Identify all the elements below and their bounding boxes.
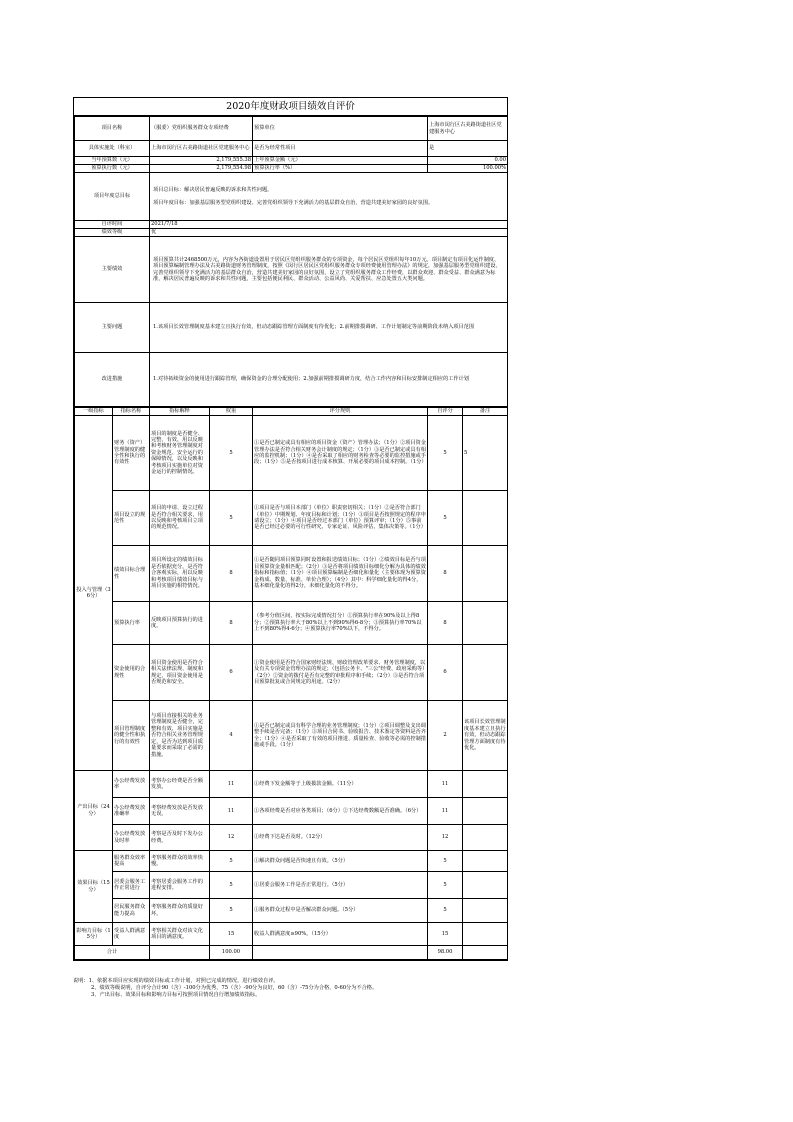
perf-text: 项目预算共计2468500万元，内容为各街道设置用于居民区党组织服务群众的专项资金，每个居民区党组织每年10万元。项目制定有项目化运作制度、项目预算编制管理办法及古美路街道财务管理制度，按照《闵行区居民区党组织服务群众专项经费使用管理办法》的规定，加强基层服务型党组织建设、完善党组织领导下充满活力的基层群众自治，营造共建美好家园的良好氛围，设立了党组织服务群众工作经费，以群众欢迎、群众受益、群众满意为标准，解决居民普遍反映的诉求和共性问题，主要包括便民利民、群众活动、公益风尚、关爱帮扶、应急处置五大类问题。 (150, 237, 508, 303)
header-remark: 备注 (463, 408, 508, 416)
perf-label: 主要绩效 (75, 237, 150, 303)
indicator-remark (463, 825, 508, 851)
indicator-explain: 考察服务群众的效率快慢。 (150, 851, 210, 872)
indicator-name: 绩效目标合理性 (113, 546, 150, 602)
indicator-name: 预算执行率 (113, 602, 150, 645)
recurring-value: 是 (428, 141, 508, 157)
indicator-remark (463, 798, 508, 825)
indicator-table (74, 407, 508, 960)
indicator-explain: 考察服务群众的质量好坏。 (150, 899, 210, 923)
indicator-rule: ①经费下发金额等于上级拨款金额。（11分） (253, 771, 428, 798)
indicator-score: 11 (428, 798, 463, 825)
page-title: 2020年度财政项目绩效自评价 (74, 98, 507, 116)
indicator-weight: 15 (210, 923, 253, 946)
note-3: 3、产出目标、效果目标和影响力目标可按照项目情况自行增加绩效指标。 (91, 992, 261, 999)
project-name-label: 项目名称 (75, 117, 150, 141)
indicator-name: 办公经费发放及时率 (113, 825, 150, 851)
indicator-rule: ①是否已制定或具有相应的项目资金（资产）管理办法；（1分）②项目资金管理办法是否符合相关财务会计制度的规定；（1分）③是否已制定或具有相应的监控机制；（1分）④是否采取了相应的财务检查等必要的监控措施或手段；（1分）⑤是否按项目进行成本核算、开展必要的项目成本控制。（1分） (253, 416, 428, 491)
indicator-name: 项目设立的规范性 (113, 491, 150, 546)
indicator-weight: 8 (210, 602, 253, 645)
indicator-name: 项目管理制度的健全性和执行的有效性 (113, 701, 150, 771)
indicator-weight: 11 (210, 798, 253, 825)
indicator-score: 5 (428, 416, 463, 491)
info-table (74, 116, 508, 407)
indicator-header-row (75, 408, 508, 416)
indicator-name: 办公经费发放率 (113, 771, 150, 798)
indicator-rule: ①各项经费是否对应各类项目；（6分）②下达经费数额是否准确。（6分） (253, 798, 428, 825)
indicator-rule: ①资金使用是否符合国家财经法规、财政管理改革要求、财务管理制度，以及有关专项资金管理办法的规定；（包括公务卡、"三公"经费、政府采购等）（2分）②资金的拨付是否有完整的审批程序和手续；（2分）③是否符合项目预算批复或合同规定的用途。（2分） (253, 645, 428, 701)
indicator-score: 2 (428, 701, 463, 771)
budget-amount: 2,179,555.38 (150, 157, 253, 165)
indicator-rule: ①经费下达是否及时。（12分） (253, 825, 428, 851)
indicator-name: 居民服务群众能力提高 (113, 899, 150, 923)
indicator-score: 6 (428, 645, 463, 701)
indicator-name: 居委会服务工作正常进行 (113, 872, 150, 899)
goal-overall: 项目总目标：解决居民普遍反映的诉求和共性问题。 (153, 187, 273, 194)
header-explain: 指标解释 (150, 408, 210, 416)
indicator-weight: 4 (210, 701, 253, 771)
indicator-weight: 5 (210, 899, 253, 923)
indicator-rule: ①解决群众问题是否快速且有效。（5分） (253, 851, 428, 872)
indicator-remark (463, 602, 508, 645)
budget-unit: 上海市闵行区古美路街道社区党建服务中心 (428, 117, 508, 141)
indicator-name: 财务（资产）管理制度的健全性和执行的有效性 (113, 416, 150, 491)
indicator-score: 11 (428, 771, 463, 798)
indicator-name: 服务群众效率提高 (113, 851, 150, 872)
indicator-weight: 5 (210, 416, 253, 491)
indicator-row (75, 923, 508, 946)
indicator-row (75, 899, 508, 923)
indicator-name: 受益人群满意度 (113, 923, 150, 946)
indicator-rule: ①是否已制定或具有科学合理的业务管理制度；（1分）②项目调整及支出调整手续是否完备；（1分）③项目合同书、验收报告、技术鉴定等资料是否齐全；（1分）④是否采取了有效的项目推进、质量检查、验收等必需的控制措施或手段。（1分） (253, 701, 428, 771)
indicator-remark: 5 (463, 416, 508, 491)
indicator-weight: 11 (210, 771, 253, 798)
exec-rate: 100.00% (428, 165, 508, 173)
indicator-explain: 考察相关群众对该文化项目的满意度。 (150, 923, 210, 946)
indicator-explain: 反映项目预算执行的进度。 (150, 602, 210, 645)
eval-date: 2021/7/18 (150, 221, 508, 229)
indicator-explain: 与项目直接相关的业务管理制度是否健全，完整和有效，项目实施是否符合相关业务管理规定，是否为达到项目质量要求而采取了必需的措施。 (150, 701, 210, 771)
indicator-row (75, 416, 508, 491)
indicator-rule: 收益人群满意度≥90%。（15分） (253, 923, 428, 946)
indicator-row (75, 798, 508, 825)
indicator-rule: ①居委会服务工作是否正常进行。（5分） (253, 872, 428, 899)
indicator-score: 12 (428, 825, 463, 851)
indicator-remark (463, 491, 508, 546)
recurring-label: 是否为经常性项目 (253, 141, 428, 157)
indicator-row (75, 825, 508, 851)
evaluation-sheet (73, 97, 508, 961)
indicator-explain: 考察经费发放是否发放无误。 (150, 798, 210, 825)
indicator-weight: 5 (210, 872, 253, 899)
budget-amount-label: 当年预算数（元） (75, 157, 150, 165)
indicator-row (75, 645, 508, 701)
header-indicator: 指标名称 (113, 408, 150, 416)
issue-label: 主要问题 (75, 303, 150, 353)
date-label: 自评时间 (75, 221, 150, 229)
indicator-score: 8 (428, 546, 463, 602)
indicator-remark (463, 546, 508, 602)
indicator-weight: 5 (210, 851, 253, 872)
group-name: 影响力目标（15分） (75, 923, 113, 946)
note-1: 说明：1、依据本项目应实现的绩效目标或工作计划，对照已完成的情况，进行绩效自评。 (73, 978, 279, 984)
goal-annual: 项目年度目标：加强基层服务型党组织建设、完善党组织领导下充满活力的基层群众自治，营造共建美好家园的良好氛围。 (153, 199, 434, 206)
executed-amount: 2,179,554.98 (150, 165, 253, 173)
impl-dept: 上海市闵行区古美路街道社区党建服务中心 (150, 141, 253, 157)
indicator-rule: ①项目是否与项目本部门（单位）职责密切相关；（1分）②是否符合部门（单位）中期规划、年度目标和计划；（1分）③项目是否按照规定的程序申请设立；（1分）④项目是否经过本部门（单位）预算评审；（1分）⑤事前是否已经过必要的可行性研究、专家论证、风险评估、集体决策等。（1分） (253, 491, 428, 546)
indicator-weight: 6 (210, 645, 253, 701)
indicator-remark (463, 771, 508, 798)
indicator-remark (463, 851, 508, 872)
exec-rate-label: 预算执行率（%） (253, 165, 428, 173)
indicator-weight: 5 (210, 491, 253, 546)
group-name: 效果目标（15分） (75, 851, 113, 923)
group-name: 产出目标（24分） (75, 771, 113, 851)
indicator-name: 资金使用的合规性 (113, 645, 150, 701)
total-label: 合计 (75, 946, 150, 960)
last-year-label: 上年预算金额（元） (253, 157, 428, 165)
header-level1: 一级指标 (75, 408, 113, 416)
measure-label: 改进措施 (75, 353, 150, 407)
indicator-rule: （参考分值区间，按实际完成情况打分）①预算执行率在90%及以上得8分；②预算执行率大于80%以上不到90%得6-8分；③预算执行率70%以上不到80%得4-6分；④预算执行率70%以下，不得分。 (253, 602, 428, 645)
indicator-remark (463, 645, 508, 701)
impl-dept-label: 具体实施处（科室） (75, 141, 150, 157)
header-rule: 评分规则 (253, 408, 428, 416)
indicator-row (75, 701, 508, 771)
indicator-score: 5 (428, 851, 463, 872)
indicator-explain: 项目资金使用是否符合相关法律法规、制度和规定，项目资金使用是否规范和安全。 (150, 645, 210, 701)
executed-label: 预算执行数（元） (75, 165, 150, 173)
indicator-explain: 项目所设定的绩效目标是否依据充分，是否符合客观实际，用以反映和考核项目绩效目标与项目实施的相符情况。 (150, 546, 210, 602)
total-row (75, 946, 508, 960)
grade-label: 绩效等级 (75, 229, 150, 237)
indicator-score: 5 (428, 872, 463, 899)
goal-label: 项目年度总目标 (75, 173, 150, 221)
project-name: （服委）党组织服务群众专项经费 (150, 117, 253, 141)
indicator-remark: 该项目长效管理制度基本建立且执行有效，但动态跟踪管理方面制度有待优化。 (463, 701, 508, 771)
indicator-weight: 8 (210, 546, 253, 602)
note-2: 2、绩效等级说明，自评分合计90（含）-100分为优秀，75（含）-90分为良好，60（含）-75分为合格，0-60分为不合格。 (91, 985, 378, 992)
budget-unit-label: 预算单位 (253, 117, 428, 141)
indicator-rule: ①是否随同项目预算同时设置和报送绩效目标；（1分）②绩效目标是否与项目预算资金量相匹配；（2分）③是否将项目绩效目标细化分解为具体的绩效指标和指标值；（1分）④项目预算编制是否细化和量化（主要体现为预算资金构成、数量、标准、单价合理）；（4分）其中：科学细化量化的得4分，基本细化量化的得2分，未细化量化的不得分。 (253, 546, 428, 602)
goal-text (150, 173, 508, 221)
indicator-rule: ①服务群众过程中是否解决群众问题。（5分） (253, 899, 428, 923)
indicator-row (75, 602, 508, 645)
indicator-score: 8 (428, 602, 463, 645)
indicator-score: 15 (428, 923, 463, 946)
last-year-amount: 0.00 (428, 157, 508, 165)
indicator-row (75, 546, 508, 602)
notes (73, 978, 506, 1000)
indicator-explain: 考察是否及时下发办公经费。 (150, 825, 210, 851)
indicator-explain: 项目的申请、设立过程是否符合相关要求，用以反映和考核项目立项的规范情况。 (150, 491, 210, 546)
grade-value: 优 (150, 229, 508, 237)
indicator-weight: 12 (210, 825, 253, 851)
indicator-explain: 考察居委会服务工作的进程安排。 (150, 872, 210, 899)
total-score: 98.00 (428, 946, 463, 960)
indicator-explain: 考察办公经费是否全额发放。 (150, 771, 210, 798)
indicator-row (75, 491, 508, 546)
indicator-score: 5 (428, 899, 463, 923)
indicator-remark (463, 923, 508, 946)
issue-text: 1.该项目长效管理制度基本建立且执行有效，但动态跟踪管理方面制度有待优化；2.前期排摸调研、工作计划制定等前期阶段未纳入项目范围 (150, 303, 508, 353)
indicator-row (75, 771, 508, 798)
indicator-remark (463, 899, 508, 923)
indicator-row (75, 851, 508, 872)
indicator-explain: 项目的制度是否健全、完整、有效，用以反映和考核财务管理制度对资金规范、安全运行的保障情况，以及反映和考核项目实施单位对资金运行的控制情况。 (150, 416, 210, 491)
header-weight: 权重 (210, 408, 253, 416)
measure-text: 1.对待拓续资金的使用进行跟踪管理，确保资金的合理分配使用；2.加强前期排摸调研力度，结合工作内容和目标安排制定相应的工作计划 (150, 353, 508, 407)
indicator-name: 办公经费发放准确率 (113, 798, 150, 825)
indicator-row (75, 872, 508, 899)
total-weight: 100.00 (210, 946, 253, 960)
indicator-remark (463, 872, 508, 899)
header-score: 自评分 (428, 408, 463, 416)
indicator-score: 5 (428, 491, 463, 546)
group-name: 投入与管理（36分） (75, 416, 113, 771)
